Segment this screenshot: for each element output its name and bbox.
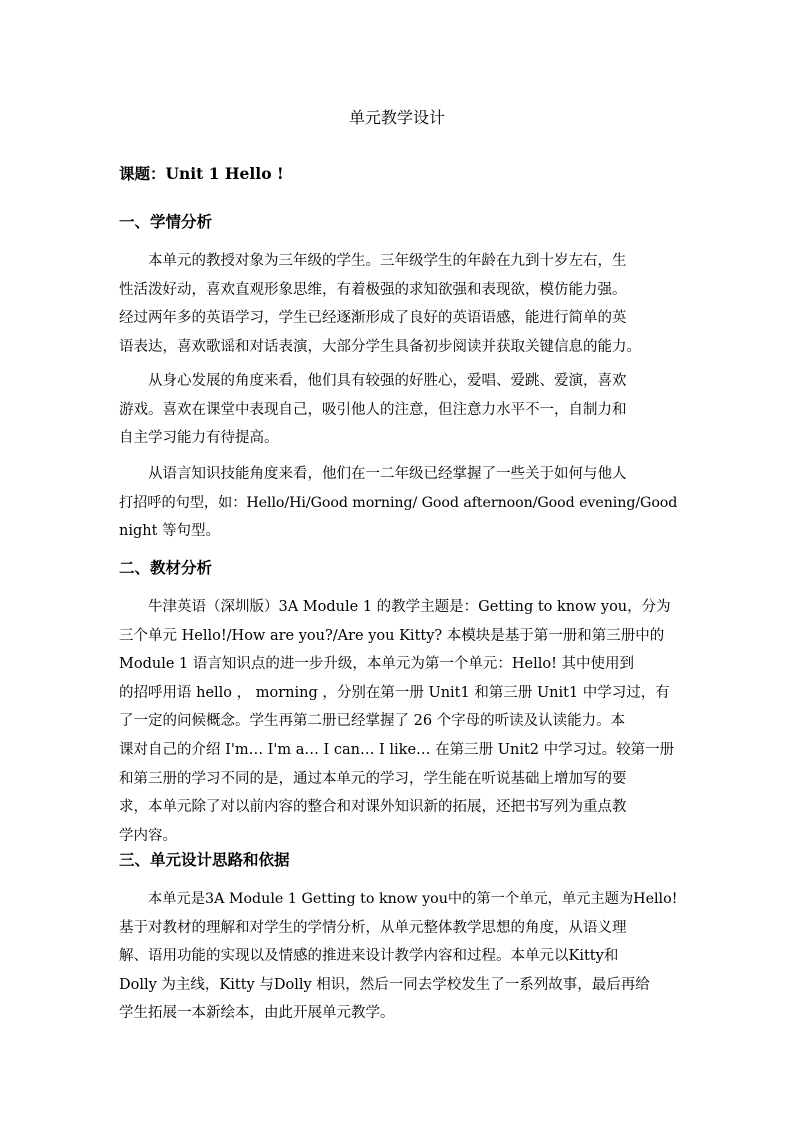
paragraph-design: [119, 885, 679, 1028]
text-line: 从身心发展的角度来看，他们具有较强的好胜心，爱唱、爱跳、爱演，喜欢: [148, 373, 627, 389]
text-line: 经过两年多的英语学习，学生已经逐渐形成了良好的英语语感，能进行简单的英: [119, 310, 627, 327]
text-line: Dolly 为主线，Kitty 与Dolly 相识，然后一同去学校发生了一系列故事，最后再给: [119, 976, 650, 993]
text-line: 了一定的问候概念。学生再第二册已经掌握了 26 个字母的听读及认读能力。本: [119, 713, 626, 730]
text-line: 基于对教材的理解和对学生的学情分析，从单元整体教学思想的角度，从语义理: [119, 919, 627, 936]
text-line: 的招呼用语 hello ， morning ，分别在第一册 Unit1 和第三册 Unit1 中学习过，有: [119, 684, 670, 701]
paragraph-development: [119, 367, 679, 453]
text-line: 性活泼好动，喜欢直观形象思维，有着极强的求知欲强和表现欲，模仿能力强。: [119, 281, 627, 298]
paragraph-learner-age: [119, 247, 679, 361]
text-line: 本单元是3A Module 1 Getting to know you中的第一个单元，单元主题为Hello!: [148, 891, 678, 907]
text-line: 打招呼的句型，如：Hello/Hi/Good morning/ Good afternoon/Good evening/Good: [119, 494, 678, 511]
text-line: 和第三册的学习不同的是，通过本单元的学习，学生能在听说基础上增加写的要: [119, 770, 627, 787]
lesson-topic: 课题：Unit 1 Hello !: [119, 164, 284, 183]
document-title: 单元教学设计: [348, 108, 445, 127]
paragraph-language-skills: [119, 460, 679, 546]
text-line: Module 1 语言知识点的进一步升级，本单元为第一个单元：Hello! 其中使用到: [119, 656, 635, 673]
text-line: 语表达，喜欢歌谣和对话表演，大部分学生具备初步阅读并获取关键信息的能力。: [119, 338, 641, 355]
text-line: 解、语用功能的实现以及情感的推进来设计教学内容和过程。本单元以Kitty和: [119, 948, 619, 965]
text-line: night 等句型。: [119, 523, 221, 540]
text-line: 自主学习能力有待提高。: [119, 430, 279, 447]
text-line: 学内容。: [119, 827, 177, 844]
section-heading-textbook-analysis: 二、教材分析: [119, 558, 213, 577]
section-heading-design-rationale: 三、单元设计思路和依据: [119, 850, 290, 869]
text-line: 课对自己的介绍 I'm… I'm a… I can… I like… 在第三册 Unit2 中学习过。较第一册: [119, 741, 675, 758]
paragraph-textbook: [119, 593, 679, 850]
section-heading-learner-analysis: 一、学情分析: [119, 212, 213, 231]
text-line: 本单元的教授对象为三年级的学生。三年级学生的年龄在九到十岁左右，生: [148, 253, 627, 269]
text-line: 学生拓展一本新绘本，由此开展单元教学。: [119, 1005, 395, 1022]
text-line: 牛津英语（深圳版）3A Module 1 的教学主题是：Getting to know you，分为: [148, 599, 671, 615]
text-line: 从语言知识技能角度来看，他们在一二年级已经掌握了一些关于如何与他人: [148, 466, 627, 482]
text-line: 三个单元 Hello!/How are you?/Are you Kitty? 本模块是基于第一册和第三册中的: [119, 627, 665, 644]
text-line: 求，本单元除了对以前内容的整合和对课外知识新的拓展，还把书写列为重点教: [119, 799, 627, 816]
text-line: 游戏。喜欢在课堂中表现自己，吸引他人的注意，但注意力水平不一，自制力和: [119, 401, 627, 418]
